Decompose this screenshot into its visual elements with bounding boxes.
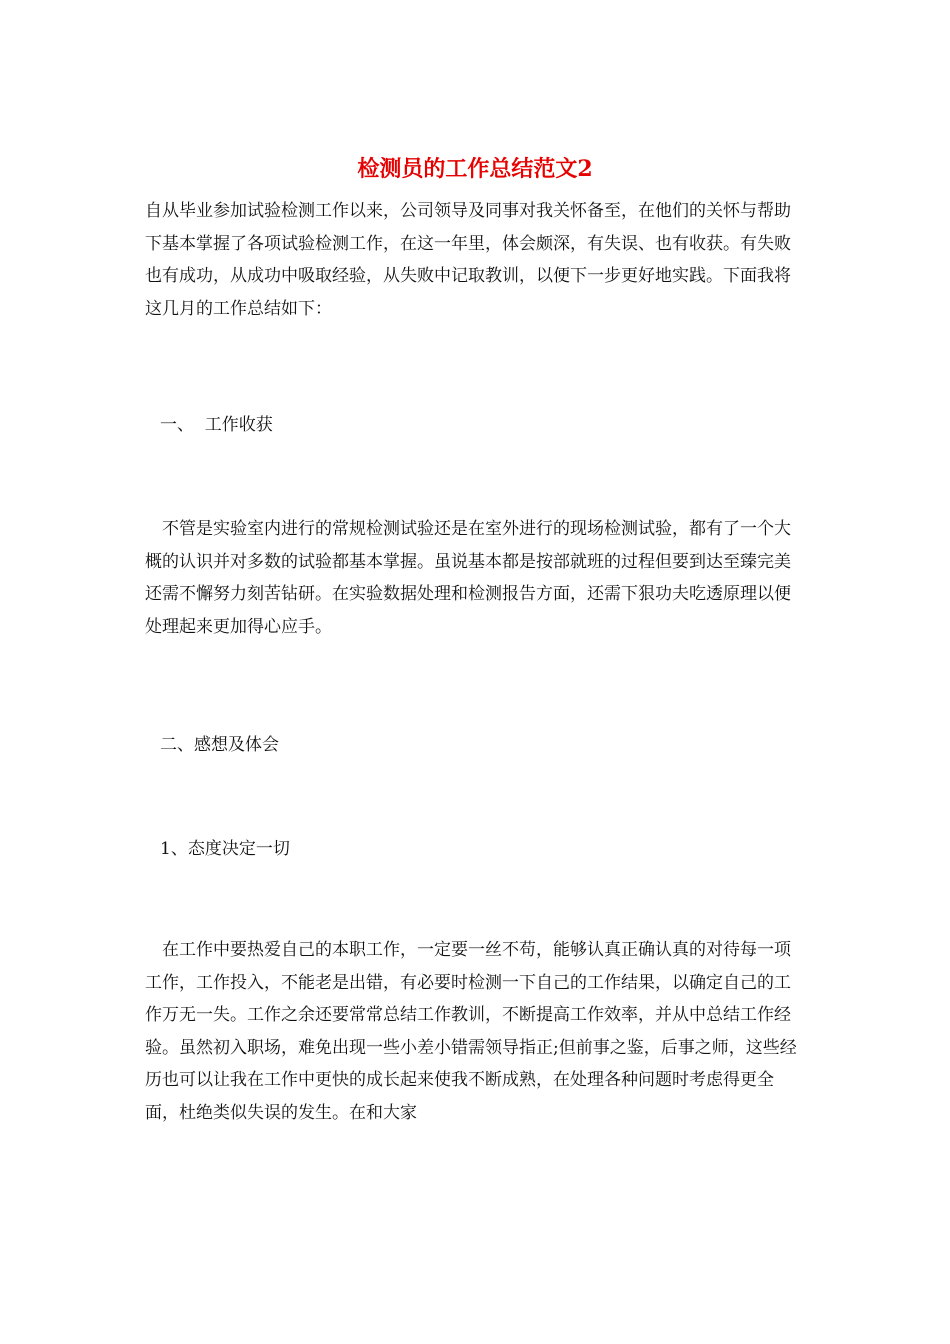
section-heading-work-gains: 一、 工作收获 xyxy=(160,415,273,435)
intro-paragraph: 自从毕业参加试验检测工作以来，公司领导及同事对我关怀备至，在他们的关怀与帮助下基本掌握了各项试验检测工作，在这一年里，体会颇深，有失误、也有收获。有失败也有成功，从成功中吸取经验，从失败中记取教训，以便下一步更好地实践。下面我将这几月的工作总结如下： xyxy=(145,201,791,319)
section-heading-reflections: 二、感想及体会 xyxy=(160,735,279,755)
document-title: 检测员的工作总结范文2 xyxy=(357,156,593,182)
section-paragraph-work-gains: 不管是实验室内进行的常规检测试验还是在室外进行的现场检测试验，都有了一个大概的认识并对多数的试验都基本掌握。虽说基本都是按部就班的过程但要到达至臻完美还需不懈努力刻苦钻研。在实验数据处理和检测报告方面，还需下狠功夫吃透原理以便处理起来更加得心应手。 xyxy=(145,519,791,637)
subsection-paragraph-attitude: 在工作中要热爱自己的本职工作，一定要一丝不苟，能够认真正确认真的对待每一项工作，工作投入，不能老是出错，有必要时检测一下自己的工作结果，以确定自己的工作万无一失。工作之余还要常常总结工作教训，不断提高工作效率，并从中总结工作经验。虽然初入职场，难免出现一些小差小错需领导指正;但前事之鉴，后事之师，这些经历也可以让我在工作中更快的成长起来使我不断成熟，在处理各种问题时考虑得更全面，杜绝类似失误的发生。在和大家 xyxy=(145,940,797,1123)
subsection-heading-attitude: 1、态度决定一切 xyxy=(160,839,290,859)
